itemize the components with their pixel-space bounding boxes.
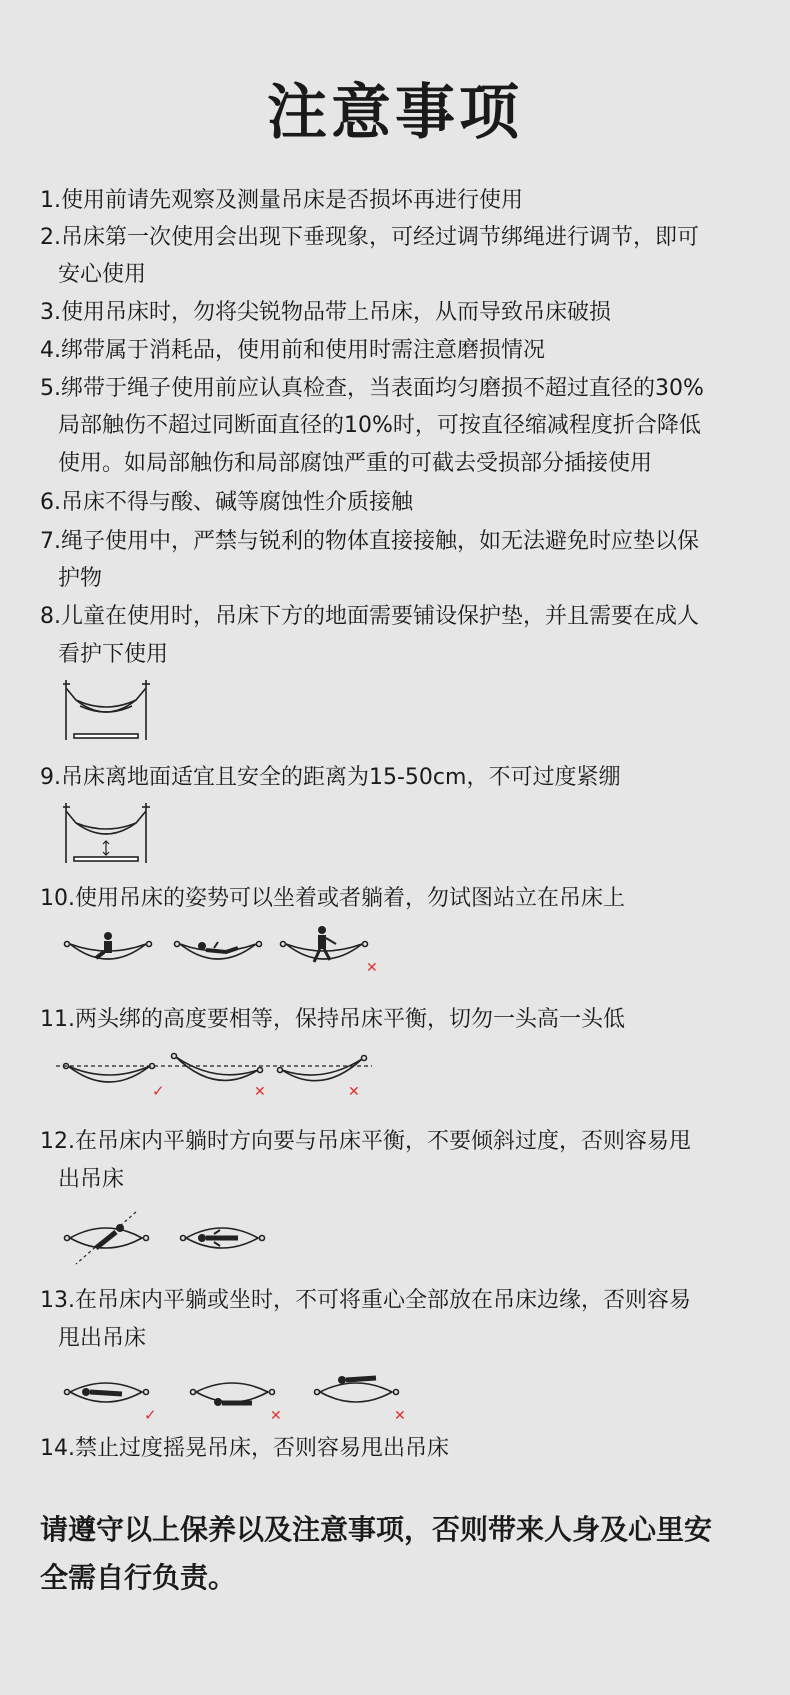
notice-item-13-cont: 甩出吊床 [58, 1326, 147, 1351]
hammock-frame-with-pad-icon [62, 678, 152, 742]
notice-item-11: 11.两头绑的高度要相等，保持吊床平衡，切勿一头高一头低 [40, 1007, 625, 1032]
notice-item-3: 3.使用吊床时，勿将尖锐物品带上吊床，从而导致吊床破损 [40, 300, 611, 325]
hammock-postures-icon [64, 928, 378, 978]
hammock-lying-direction-icon [64, 1210, 274, 1266]
notice-item-9: 9.吊床离地面适宜且安全的距离为15-50cm，不可过度紧绷 [40, 765, 621, 790]
hammock-tilted-icon-1 [172, 1054, 263, 1081]
hammock-center-of-gravity-icon [64, 1370, 414, 1424]
notice-item-10: 10.使用吊床的姿势可以坐着或者躺着，勿试图站立在吊床上 [40, 886, 625, 911]
hammock-lying-icon [175, 942, 262, 960]
wrong-mark-icon: ✕ [270, 1408, 282, 1424]
hammock-tilted-icon-2 [278, 1056, 367, 1081]
wrong-mark-icon: ✕ [394, 1408, 406, 1424]
page-title: 注意事项 [267, 78, 523, 148]
hammock-diagonal-lying-icon [65, 1212, 149, 1264]
notice-item-4: 4.绑带属于消耗品，使用前和使用时需注意磨损情况 [40, 338, 545, 363]
hammock-sitting-icon [65, 932, 152, 959]
hammock-top-edge-icon [315, 1376, 399, 1402]
footer-warning-line-1: 请遵守以上保养以及注意事项，否则带来人身及心里安 [40, 1513, 713, 1546]
hammock-bottom-edge-icon [191, 1383, 275, 1406]
correct-mark-icon: ✓ [144, 1406, 157, 1424]
notice-item-12-cont: 出吊床 [58, 1167, 125, 1192]
hammock-straight-lying-icon [181, 1228, 265, 1248]
hammock-height-distance-icon [62, 801, 152, 865]
notice-item-13: 13.在吊床内平躺或坐时，不可将重心全部放在吊床边缘，否则容易 [40, 1288, 691, 1313]
notice-item-5-cont2: 使用。如局部触伤和局部腐蚀严重的可截去受损部分插接使用 [58, 451, 653, 476]
notice-item-2: 2.吊床第一次使用会出现下垂现象，可经过调节绑绳进行调节，即可 [40, 225, 699, 250]
hammock-centered-lying-icon [65, 1383, 149, 1402]
notice-item-8-cont: 看护下使用 [58, 642, 169, 667]
correct-mark-icon: ✓ [152, 1082, 165, 1100]
wrong-mark-icon: ✕ [254, 1084, 266, 1100]
notice-item-7: 7.绳子使用中，严禁与锐利的物体直接接触，如无法避免时应垫以保 [40, 529, 699, 554]
notice-item-14: 14.禁止过度摇晃吊床，否则容易甩出吊床 [40, 1436, 449, 1461]
notice-item-5-cont: 局部触伤不超过同断面直径的10%时，可按直径缩减程度折合降低 [58, 413, 701, 438]
wrong-mark-icon: ✕ [348, 1084, 360, 1100]
hammock-balance-icon [56, 1052, 376, 1102]
notice-item-12: 12.在吊床内平躺时方向要与吊床平衡，不要倾斜过度，否则容易甩 [40, 1129, 691, 1154]
notice-item-8: 8.儿童在使用时，吊床下方的地面需要铺设保护垫，并且需要在成人 [40, 604, 699, 629]
notice-item-2-cont: 安心使用 [58, 262, 147, 287]
notice-item-7-cont: 护物 [58, 566, 103, 591]
notice-item-6: 6.吊床不得与酸、碱等腐蚀性介质接触 [40, 490, 413, 515]
notice-item-5: 5.绑带于绳子使用前应认真检查，当表面均匀磨损不超过直径的30% [40, 376, 704, 401]
notice-item-1: 1.使用前请先观察及测量吊床是否损坏再进行使用 [40, 188, 523, 213]
wrong-mark-icon: ✕ [366, 960, 378, 976]
footer-warning-line-2: 全需自行负责。 [40, 1561, 237, 1594]
hammock-standing-icon [281, 926, 368, 962]
